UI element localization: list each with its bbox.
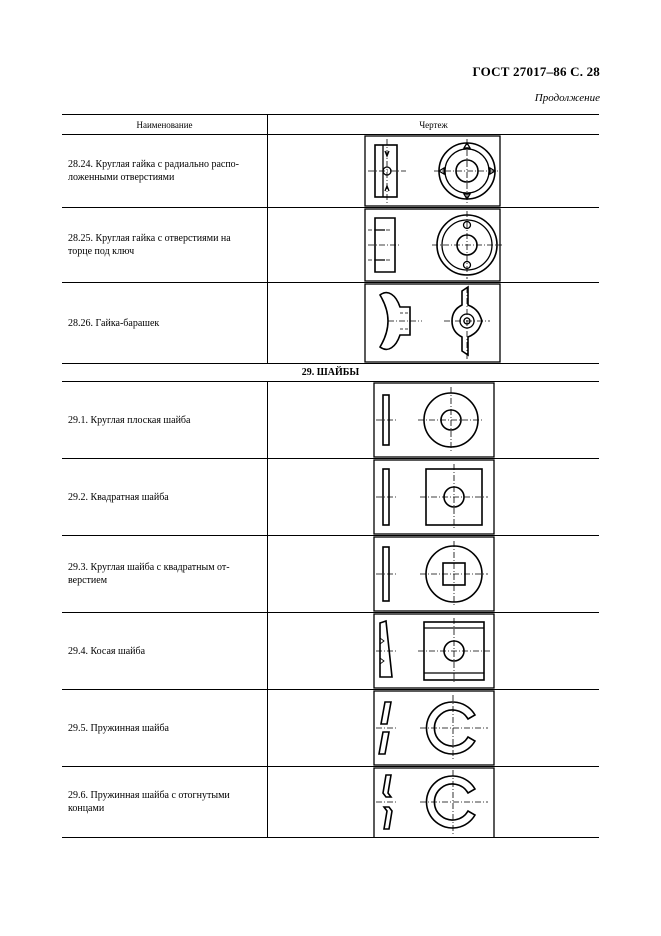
square-washer-drawing bbox=[268, 459, 599, 535]
drawing-cell bbox=[268, 690, 600, 767]
round-flat-washer-drawing bbox=[268, 382, 599, 458]
spring-washer-bent-ends-drawing bbox=[268, 767, 599, 837]
row-name: 29.5. Пружинная шайба bbox=[62, 690, 268, 767]
tapered-washer-drawing bbox=[268, 613, 599, 689]
row-name: 29.1. Круглая плоская шайба bbox=[62, 382, 268, 459]
round-nut-radial-holes-drawing bbox=[268, 135, 599, 207]
spring-washer-drawing bbox=[268, 690, 599, 766]
symbols-table bbox=[62, 114, 599, 838]
table-row bbox=[62, 536, 599, 613]
table-header-row bbox=[62, 115, 599, 135]
drawing-cell bbox=[268, 382, 600, 459]
column-header-name: Наименование bbox=[62, 115, 268, 135]
section-row bbox=[62, 364, 599, 382]
table-row bbox=[62, 459, 599, 536]
table-row bbox=[62, 613, 599, 690]
wing-nut-drawing bbox=[268, 283, 599, 363]
continuation-label: Продолжение bbox=[534, 92, 600, 104]
table-row bbox=[62, 690, 599, 767]
column-header-drawing: Чертеж bbox=[268, 115, 600, 135]
drawing-cell bbox=[268, 459, 600, 536]
drawing-cell bbox=[268, 208, 600, 283]
table-row bbox=[62, 135, 599, 208]
section-title: 29. ШАЙБЫ bbox=[62, 364, 599, 382]
row-name: 29.3. Круглая шайба с квадратным от- верстием bbox=[62, 536, 268, 613]
drawing-cell bbox=[268, 613, 600, 690]
page-header: ГОСТ 27017–86 С. 28 bbox=[472, 64, 600, 79]
table-row bbox=[62, 283, 599, 364]
row-name: 28.26. Гайка-барашек bbox=[62, 283, 268, 364]
row-name: 29.4. Косая шайба bbox=[62, 613, 268, 690]
round-washer-square-hole-drawing bbox=[268, 536, 599, 612]
table-row bbox=[62, 382, 599, 459]
drawing-cell bbox=[268, 135, 600, 208]
row-name: 29.2. Квадратная шайба bbox=[62, 459, 268, 536]
table-row bbox=[62, 767, 599, 838]
drawing-cell bbox=[268, 283, 600, 364]
row-name: 28.25. Круглая гайка с отверстиями на торце под ключ bbox=[62, 208, 268, 283]
round-nut-face-holes-drawing bbox=[268, 208, 599, 282]
row-name: 29.6. Пружинная шайба с отогнутыми концами bbox=[62, 767, 268, 838]
drawing-cell bbox=[268, 536, 600, 613]
drawing-cell bbox=[268, 767, 600, 838]
table-row bbox=[62, 208, 599, 283]
row-name: 28.24. Круглая гайка с радиально распо- ложенными отверстиями bbox=[62, 135, 268, 208]
